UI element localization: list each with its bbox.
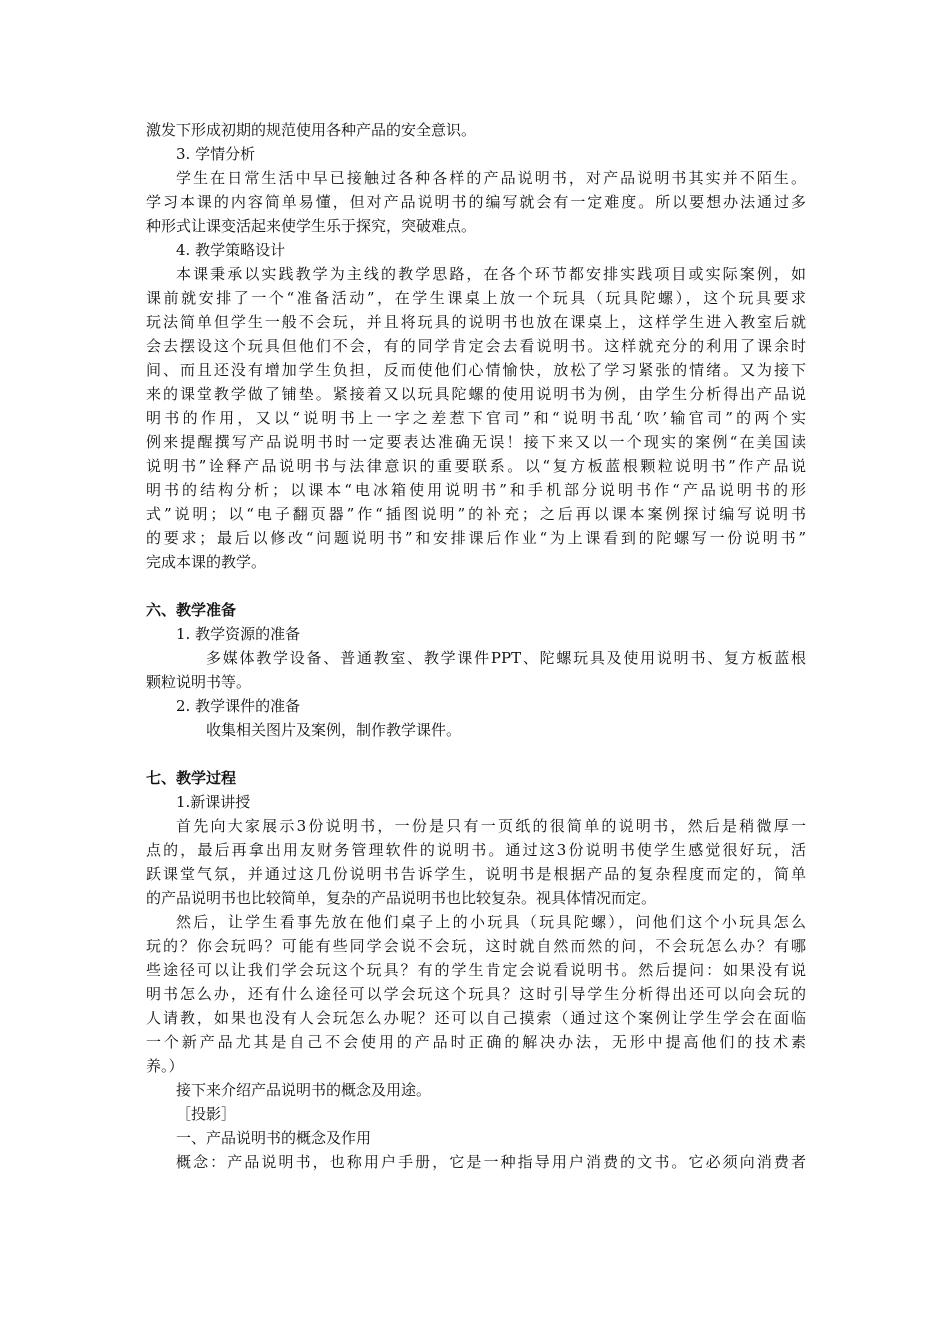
text-line: ［投影］ xyxy=(176,1105,237,1123)
text-line: 明书怎么办，还有什么途径可以学会玩这个玩具？这时引导学生分析得出还可以向会玩的 xyxy=(146,985,806,1003)
text-line: 激发下形成初期的规范使用各种产品的安全意识。 xyxy=(146,121,477,139)
text-line: 1.新课讲授 xyxy=(176,793,251,811)
paragraph-gap xyxy=(146,742,806,766)
text-line: 玩法简单但学生一般不会玩，并且将玩具的说明书也放在课桌上，这样学生进入教室后就 xyxy=(146,313,806,331)
text-line: 本课秉承以实践教学为主线的教学思路，在各个环节都安排实践项目或实际案例，如 xyxy=(176,265,806,283)
text-line: 间、而且还没有增加学生负担，反而使他们心情愉快，放松了学习紧张的情绪。又为接下 xyxy=(146,361,806,379)
text-line: 跃课堂气氛，并通过这几份说明书告诉学生，说明书是根据产品的复杂程度而定的，简单 xyxy=(146,865,806,883)
text-line: 收集相关图片及案例，制作教学课件。 xyxy=(206,721,462,739)
text-line: 一、产品说明书的概念及作用 xyxy=(176,1129,372,1147)
text-line: 明书的作用，又以“说明书上一字之差惹下官司”和“说明书乱‘吹’输官司”的两个实 xyxy=(146,409,806,427)
text-line: 课前就安排了一个“准备活动”，在学生课桌上放一个玩具（玩具陀螺），这个玩具要求 xyxy=(146,289,806,307)
text-line: 养。） xyxy=(146,1057,184,1075)
paragraph-gap xyxy=(146,574,806,598)
text-line: 3. 学情分析 xyxy=(176,145,256,163)
text-line: 人请教，如果也没有人会玩怎么办呢？还可以自己摸索（通过这个案例让学生学会在面临 xyxy=(146,1009,806,1027)
text-line: 些途径可以让我们学会玩这个玩具？有的学生肯定会说看说明书。然后提问：如果没有说 xyxy=(146,961,806,979)
text-line: 1. 教学资源的准备 xyxy=(176,625,301,643)
text-line: 4. 教学策略设计 xyxy=(176,241,286,259)
text-line: 说明书”诠释产品说明书与法律意识的重要联系。以“复方板蓝根颗粒说明书”作产品说 xyxy=(146,457,806,475)
text-line: 式”说明；以“电子翻页器”作“插图说明”的补充；之后再以课本案例探讨编写说明书 xyxy=(146,505,806,523)
text-line: 来的课堂教学做了铺垫。紧接着又以玩具陀螺的使用说明书为例，由学生分析得出产品说 xyxy=(146,385,806,403)
text-line: 学习本课的内容简单易懂，但对产品说明书的编写就会有一定难度。所以要想办法通过多 xyxy=(146,193,806,211)
text-line: 会去摆设这个玩具但他们不会，有的同学肯定会去看说明书。这样就充分的利用了课余时 xyxy=(146,337,806,355)
text-line: 首先向大家展示3份说明书，一份是只有一页纸的很简单的说明书，然后是稍微厚一 xyxy=(176,817,806,835)
text-line: 接下来介绍产品说明书的概念及用途。 xyxy=(176,1081,432,1099)
text-line: 颗粒说明书等。 xyxy=(146,673,252,691)
text-line: 一个新产品尤其是自己不会使用的产品时正确的解决办法，无形中提高他们的技术素 xyxy=(146,1033,806,1051)
text-line: 然后，让学生看事先放在他们桌子上的小玩具（玩具陀螺），问他们这个小玩具怎么 xyxy=(176,913,806,931)
text-line: 的要求；最后以修改“问题说明书”和安排课后作业“为上课看到的陀螺写一份说明书” xyxy=(146,529,806,547)
text-line: 点的，最后再拿出用友财务管理软件的说明书。通过这3份说明书使学生感觉很好玩，活 xyxy=(146,841,806,859)
section-heading: 六、教学准备 xyxy=(146,601,237,619)
text-line: 例来提醒撰写产品说明书时一定要表达准确无误！接下来又以一个现实的案例“在美国读 xyxy=(146,433,806,451)
text-line: 明书的结构分析；以课本“电冰箱使用说明书”和手机部分说明书作“产品说明书的形 xyxy=(146,481,806,499)
text-line: 玩的？你会玩吗？可能有些同学会说不会玩，这时就自然而然的问，不会玩怎么办？有哪 xyxy=(146,937,806,955)
text-line: 2. 教学课件的准备 xyxy=(176,697,301,715)
text-line: 多媒体教学设备、普通教室、教学课件PPT、陀螺玩具及使用说明书、复方板蓝根 xyxy=(206,649,806,667)
text-line: 种形式让课变活起来使学生乐于探究，突破难点。 xyxy=(146,217,477,235)
text-line: 学生在日常生活中早已接触过各种各样的产品说明书，对产品说明书其实并不陌生。 xyxy=(176,169,806,187)
text-line: 完成本课的教学。 xyxy=(146,553,267,571)
document-page xyxy=(146,118,806,1174)
section-heading: 七、教学过程 xyxy=(146,769,237,787)
text-line: 概念：产品说明书，也称用户手册，它是一种指导用户消费的文书。它必须向消费者 xyxy=(176,1153,806,1171)
text-line: 的产品说明书也比较简单，复杂的产品说明书也比较复杂。视具体情况而定。 xyxy=(146,889,657,907)
